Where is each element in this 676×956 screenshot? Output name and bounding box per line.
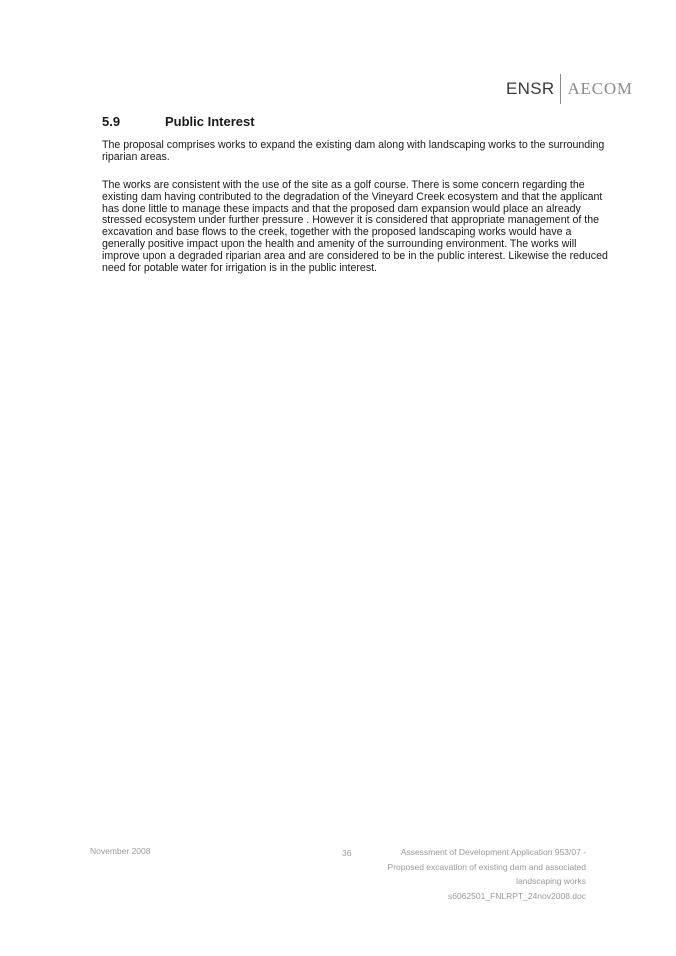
logo-divider — [560, 74, 561, 104]
section-number: 5.9 — [102, 114, 121, 129]
footer-doc-line: landscaping works — [516, 876, 586, 886]
footer-doc-filename: s6062501_FNLRPT_24nov2008.doc — [448, 890, 586, 901]
paragraph-2: The works are consistent with the use of the site as a golf course. There is some concern regarding the existing dam having contributed to the degradation of the Vineyard Creek ecosystem and that the applicant has done little to manage these impacts and that the proposed dam expansion would place an already stressed ecosystem under further pressure . However it is considered that appropriate management of the excavation and base flows to the creek, together with the proposed landscaping works would have a generally positive impact upon the health and amenity of the surrounding environment. The works will improve upon a degraded riparian area and are considered to be in the public interest. Likewise the reduced need for potable water for irrigation is in the public interest. — [102, 179, 608, 274]
footer-document-info — [370, 845, 586, 903]
section-title: Public Interest — [165, 114, 255, 129]
footer-doc-line: Proposed excavation of existing dam and associated — [387, 861, 586, 872]
logo-aecom-text: AECOM — [567, 79, 633, 98]
footer-date: November 2008 — [90, 846, 151, 856]
footer-doc-line: Assessment of Development Application 953/07 - — [400, 847, 586, 857]
logo-ensr-text: ENSR — [506, 79, 555, 98]
company-logo — [506, 74, 633, 104]
footer-page-number: 36 — [342, 848, 352, 858]
section-heading — [102, 114, 255, 129]
paragraph-1: The proposal comprises works to expand the existing dam along with landscaping works to the surrounding riparian areas. — [102, 139, 605, 163]
